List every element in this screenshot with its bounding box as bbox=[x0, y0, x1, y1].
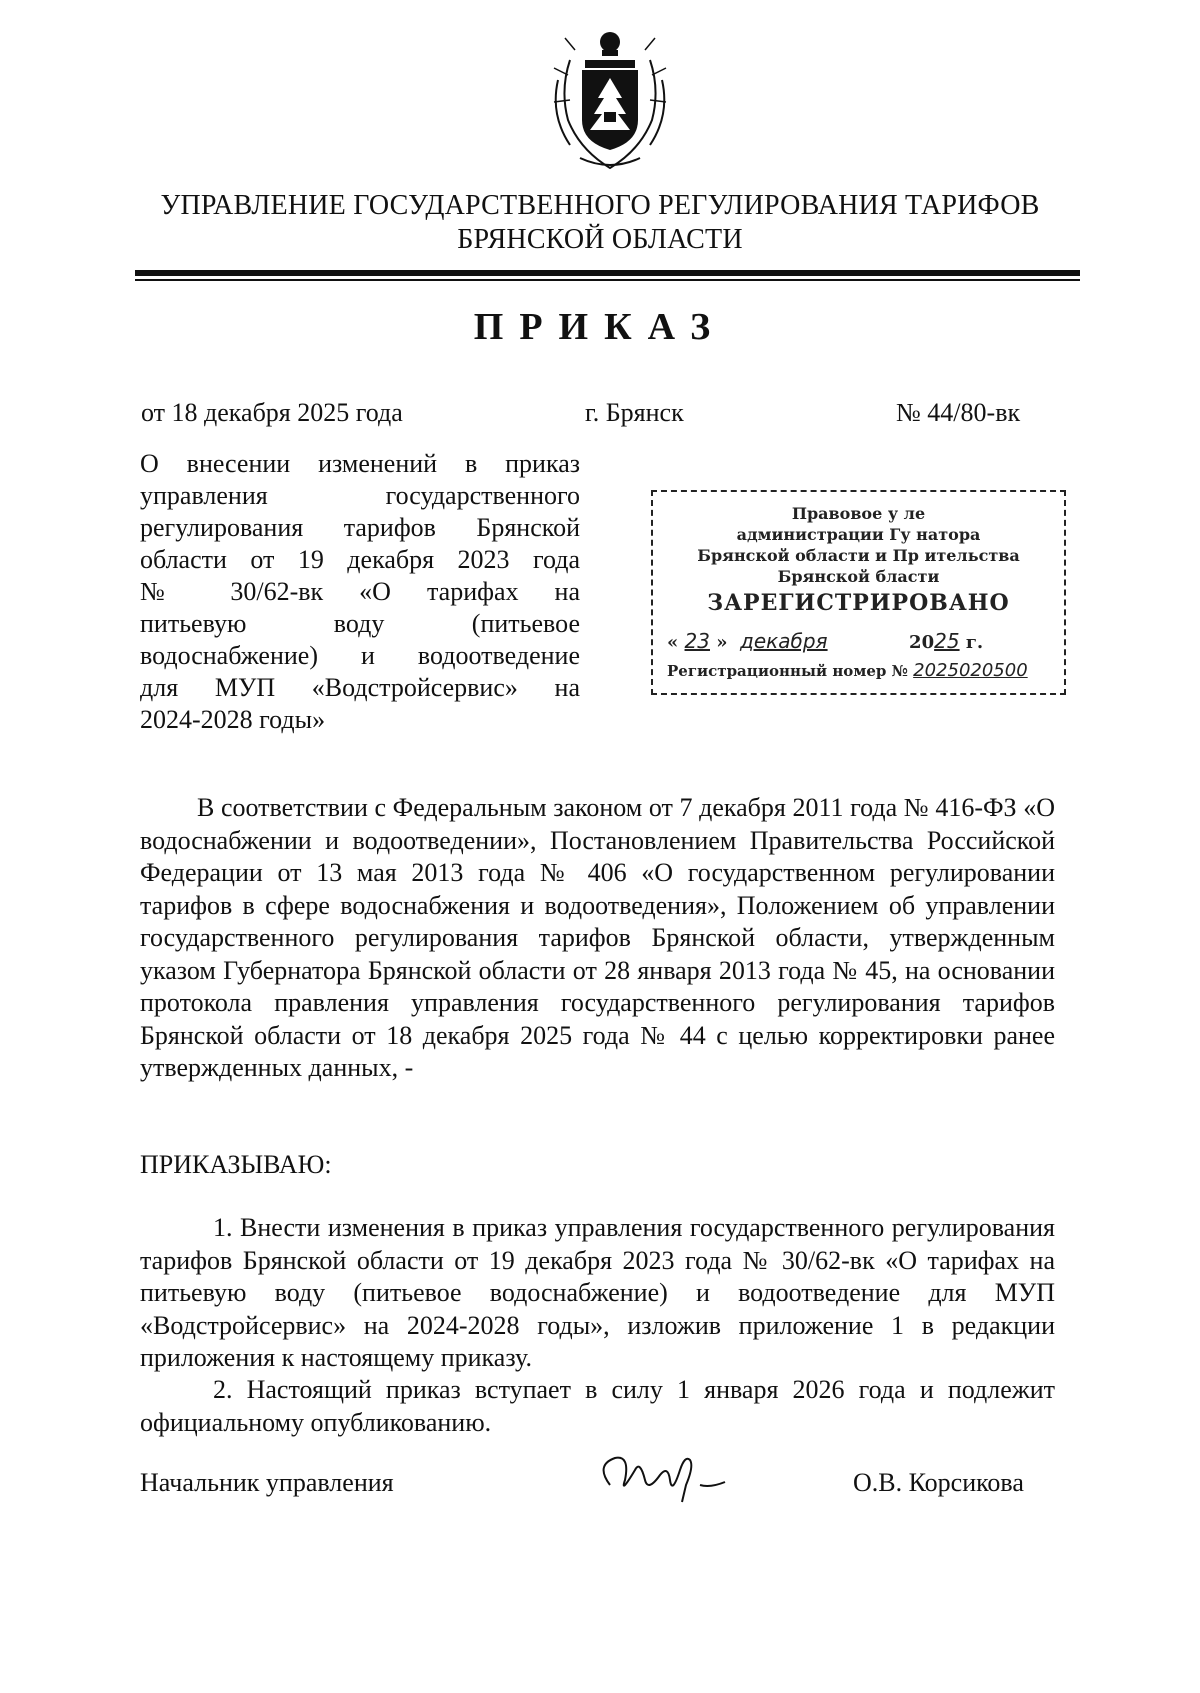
subject-line: области от 19 декабря 2023 года bbox=[140, 545, 580, 574]
organization-name-line2: БРЯНСКОЙ ОБЛАСТИ bbox=[457, 224, 743, 255]
registration-stamp bbox=[651, 490, 1066, 695]
subject-line: управления государственного bbox=[140, 481, 580, 510]
stamp-day: 23 bbox=[684, 629, 710, 653]
preamble-paragraph: В соответствии с Федеральным законом от 7 декабря 2011 года № 416-ФЗ «О водоснабжении и водоотведении», Постановлением Правительства Российской Федерации от 13 мая 2013 года № 406 «О государственном регулировании тарифов в сфере водоснабжения и водоотведения», Положением об управлении государственного регулирования тарифов Брянской области, утвержденным указом Губернатора Брянской области от 28 января 2013 года № 45, на основании протокола правления управления государственного регулирования тарифов Брянской области от 18 декабря 2025 года № 44 с целью корректировки ранее утвержденных данных, - bbox=[140, 793, 1055, 1082]
stamp-date: « 23 » декабря 2025 г. bbox=[667, 629, 984, 653]
stamp-year-prefix: 20 bbox=[909, 632, 935, 653]
order-subject bbox=[140, 448, 580, 736]
stamp-line: Брянской бласти bbox=[777, 567, 940, 586]
order-number: № 44/80-вк bbox=[896, 398, 1021, 427]
stamp-line: администрации Гу натора bbox=[736, 525, 981, 544]
signatory-name: О.В. Корсикова bbox=[853, 1468, 1024, 1497]
handwritten-signature bbox=[590, 1440, 740, 1510]
signatory-title: Начальник управления bbox=[140, 1468, 394, 1497]
subject-line: 2024-2028 годы» bbox=[140, 705, 326, 734]
subject-line: водоснабжение) и водоотведение bbox=[140, 641, 580, 670]
order-city: г. Брянск bbox=[585, 398, 684, 427]
stamp-reg-label: Регистрационный номер № bbox=[667, 662, 908, 680]
subject-line: регулирования тарифов Брянской bbox=[140, 513, 580, 542]
order-date: от 18 декабря 2025 года bbox=[141, 398, 403, 427]
stamp-month: декабря bbox=[740, 629, 828, 653]
order-item-1: 1. Внести изменения в приказ управления государственного регулирования тарифов Брянской области от 19 декабря 2023 года № 30/62-вк «О тарифах на питьевую воду (питьевое водоснабжение) и водоотведение для МУП «Водстройсервис» на 2024-2028 годы», изложив приложение 1 в редакции приложения к настоящему приказу. bbox=[140, 1213, 1055, 1372]
order-item-2: 2. Настоящий приказ вступает в силу 1 января 2026 года и подлежит официальному опубликованию. bbox=[140, 1375, 1055, 1437]
subject-line: О внесении изменений в приказ bbox=[140, 449, 580, 478]
header-rule-thin bbox=[135, 279, 1080, 281]
subject-line: для МУП «Водстройсервис» на bbox=[140, 673, 580, 702]
stamp-year-suffix: 25 bbox=[934, 629, 960, 653]
stamp-line: Правовое у ле bbox=[791, 504, 926, 523]
stamp-registered: ЗАРЕГИСТРИРОВАНО bbox=[707, 590, 1010, 616]
organization-name-line1: УПРАВЛЕНИЕ ГОСУДАРСТВЕННОГО РЕГУЛИРОВАНИЯ ТАРИФОВ bbox=[160, 190, 1040, 221]
stamp-line: Брянской области и Пр ительства bbox=[697, 546, 1020, 565]
document-title: ПРИКАЗ bbox=[473, 306, 727, 348]
subject-line: питьевую воду (питьевое bbox=[140, 609, 580, 638]
stamp-year-end: г. bbox=[965, 632, 984, 653]
header-rule-thick bbox=[135, 270, 1080, 276]
stamp-reg-value: 2025020500 bbox=[913, 660, 1028, 681]
subject-line: № 30/62-вк «О тарифах на bbox=[140, 577, 580, 606]
coat-of-arms-emblem bbox=[540, 20, 680, 175]
stamp-reg-number bbox=[667, 660, 1057, 681]
order-word: ПРИКАЗЫВАЮ: bbox=[140, 1150, 332, 1179]
